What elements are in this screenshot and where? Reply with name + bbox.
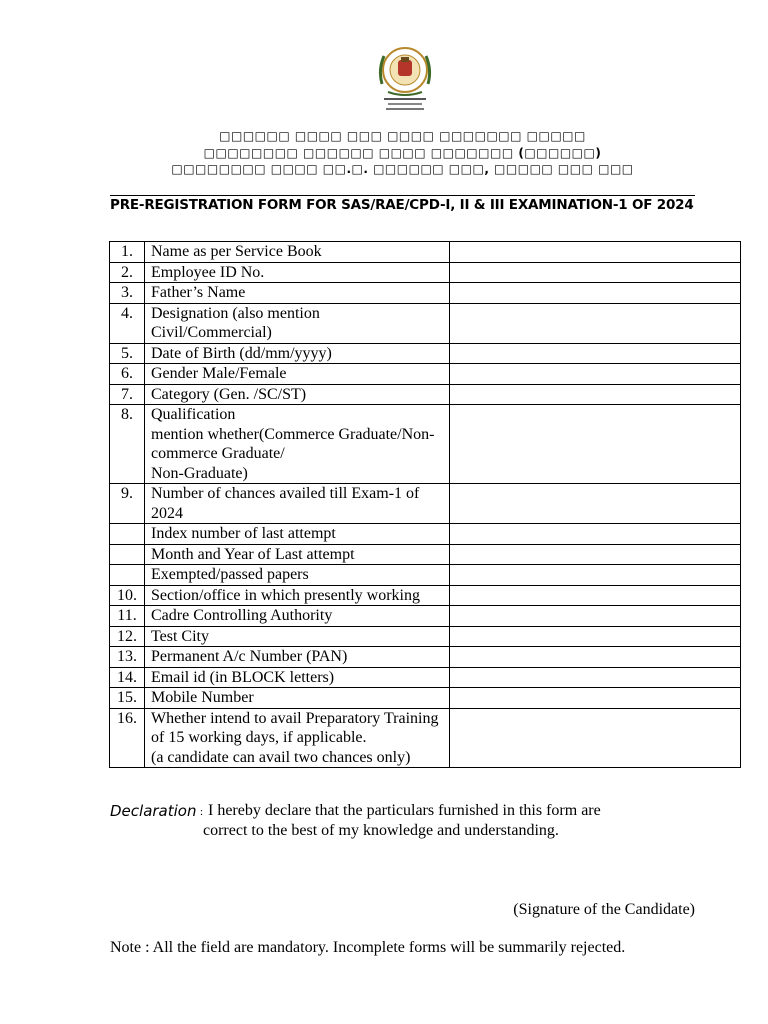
table-row (110, 364, 741, 385)
field-value-cell[interactable] (450, 364, 741, 385)
field-label: Category (Gen. /SC/ST) (151, 385, 307, 403)
row-number: 5. (110, 343, 145, 364)
table-row (110, 708, 741, 768)
table-row (110, 688, 741, 709)
field-label: Email id (in BLOCK letters) (151, 668, 335, 686)
row-number (110, 565, 145, 586)
table-row (110, 647, 741, 668)
field-label-extra: Non-Graduate) (151, 464, 248, 482)
field-value-cell[interactable] (450, 688, 741, 709)
row-number: 12. (110, 626, 145, 647)
field-label-cell (145, 524, 450, 545)
field-value-cell[interactable] (450, 606, 741, 627)
field-label-cell (145, 343, 450, 364)
row-number: 4. (110, 303, 145, 343)
field-value-cell[interactable] (450, 262, 741, 283)
field-label: Whether intend to avail Preparatory Training of 15 working days, if applicable. (151, 709, 439, 746)
field-label: Employee ID No. (151, 263, 265, 281)
field-label: Gender Male/Female (151, 365, 287, 382)
field-value-cell[interactable] (450, 242, 741, 263)
declaration-label: Declaration (110, 802, 197, 820)
field-label-cell (145, 484, 450, 524)
row-number (110, 544, 145, 565)
hindi-header-line-2: □□□□□□□□ □□□□□□ □□□□ □□□□□□□ (□□□□□□) (203, 146, 602, 160)
table-row (110, 262, 741, 283)
hindi-header-line-3: □□□□□□□□ □□□□ □□.□. □□□□□□ □□□, □□□□□ □□□ □□□ (171, 162, 634, 176)
header-divider (110, 195, 695, 196)
field-value-cell[interactable] (450, 647, 741, 668)
field-label-cell (145, 283, 450, 304)
field-label-extra: (a candidate can avail two chances only) (151, 748, 411, 766)
field-label: Name as per Service Book (151, 243, 322, 260)
table-row (110, 384, 741, 405)
field-label-cell (145, 303, 450, 343)
hindi-header-line-1: □□□□□□ □□□□ □□□ □□□□ □□□□□□□ □□□□□ (219, 129, 586, 143)
field-label: Exempted/passed papers (151, 566, 309, 583)
field-value-cell[interactable] (450, 303, 741, 343)
field-label: Date of Birth (dd/mm/yyyy) (151, 344, 332, 362)
field-label: Qualification (151, 406, 236, 423)
field-label-cell (145, 384, 450, 405)
cag-emblem-logo (370, 40, 440, 116)
field-label-cell (145, 708, 450, 768)
field-label-cell (145, 585, 450, 606)
row-number: 8. (110, 405, 145, 484)
row-number (110, 524, 145, 545)
field-label: Permanent A/c Number (PAN) (151, 648, 348, 665)
field-value-cell[interactable] (450, 667, 741, 688)
field-label-cell (145, 688, 450, 709)
field-value-cell[interactable] (450, 405, 741, 484)
row-number: 9. (110, 484, 145, 524)
declaration-text-line-2: correct to the best of my knowledge and understanding. (203, 822, 559, 839)
field-value-cell[interactable] (450, 384, 741, 405)
field-label-cell (145, 544, 450, 565)
table-row (110, 343, 741, 364)
field-label: Cadre Controlling Authority (151, 607, 333, 624)
field-label-cell (145, 626, 450, 647)
row-number: 2. (110, 262, 145, 283)
table-row (110, 565, 741, 586)
field-value-cell[interactable] (450, 484, 741, 524)
field-label: Designation (also mention Civil/Commercial) (151, 304, 320, 341)
field-label-cell (145, 405, 450, 484)
registration-form-table (109, 241, 741, 768)
field-value-cell[interactable] (450, 708, 741, 768)
row-number: 1. (110, 242, 145, 263)
table-row (110, 524, 741, 545)
field-value-cell[interactable] (450, 626, 741, 647)
field-value-cell[interactable] (450, 283, 741, 304)
field-label-cell (145, 667, 450, 688)
row-number: 14. (110, 667, 145, 688)
field-label-cell (145, 242, 450, 263)
field-label: Mobile Number (151, 689, 254, 706)
field-value-cell[interactable] (450, 565, 741, 586)
table-row (110, 242, 741, 263)
table-row (110, 585, 741, 606)
row-number: 15. (110, 688, 145, 709)
signature-label: (Signature of the Candidate) (513, 901, 695, 918)
field-label: Number of chances availed till Exam-1 of 2024 (151, 485, 420, 522)
row-number: 10. (110, 585, 145, 606)
table-row (110, 667, 741, 688)
field-label: Father’s Name (151, 284, 246, 301)
form-title: PRE-REGISTRATION FORM FOR SAS/RAE/CPD-I, II & III EXAMINATION-1 OF 2024 (110, 197, 694, 213)
table-row (110, 405, 741, 484)
field-label-cell (145, 565, 450, 586)
field-label: Test City (151, 627, 209, 645)
table-row (110, 283, 741, 304)
row-number: 7. (110, 384, 145, 405)
emblem-icon (370, 40, 440, 116)
mandatory-note: Note : All the field are mandatory. Incomplete forms will be summarily rejected. (110, 939, 626, 956)
row-number: 6. (110, 364, 145, 385)
field-value-cell[interactable] (450, 524, 741, 545)
row-number: 13. (110, 647, 145, 668)
field-label: Section/office in which presently working (151, 586, 420, 604)
field-label-cell (145, 606, 450, 627)
table-row (110, 303, 741, 343)
field-value-cell[interactable] (450, 544, 741, 565)
field-label-cell (145, 364, 450, 385)
row-number: 11. (110, 606, 145, 627)
field-label-cell (145, 647, 450, 668)
field-value-cell[interactable] (450, 343, 741, 364)
field-value-cell[interactable] (450, 585, 741, 606)
declaration-colon: : (200, 806, 204, 818)
table-row (110, 544, 741, 565)
declaration-text-line-1: I hereby declare that the particulars furnished in this form are (208, 802, 601, 819)
table-row (110, 626, 741, 647)
table-row (110, 606, 741, 627)
table-row (110, 484, 741, 524)
field-label: Index number of last attempt (151, 525, 336, 542)
field-label: Month and Year of Last attempt (151, 545, 355, 563)
row-number: 3. (110, 283, 145, 304)
field-label-extra: mention whether(Commerce Graduate/Non-commerce Graduate/ (151, 425, 435, 462)
row-number: 16. (110, 708, 145, 768)
field-label-cell (145, 262, 450, 283)
